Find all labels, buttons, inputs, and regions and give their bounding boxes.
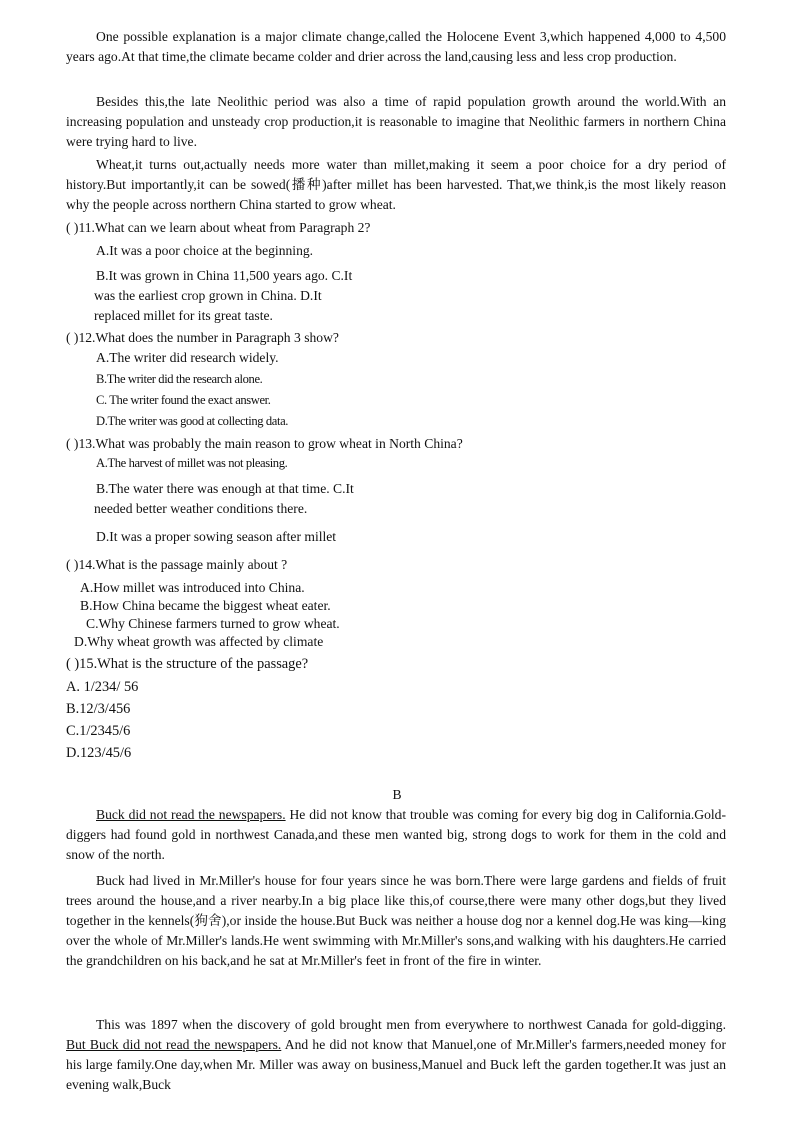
question-14-stem: ( )14.What is the passage mainly about ?: [66, 557, 288, 572]
passage-a-paragraph-2: Besides this,the late Neolithic period was also a time of rapid population growth around the world.With an increasing population and unsteady crop production,it is reasonable to imagine that Neolithic farmers in northern China were trying hard to live.: [66, 94, 726, 149]
question-13-stem: ( )13.What was probably the main reason to grow wheat in North China?: [66, 436, 463, 451]
question-11-stem: ( )11.What can we learn about wheat from Paragraph 2?: [66, 220, 371, 235]
underlined-sentence: Buck did not read the newspapers.: [96, 807, 286, 822]
section-b-paragraph-2: Buck had lived in Mr.Miller's house for four years since he was born.There were large gardens and fields of fruit trees around the house,and a river nearby.In a big place like this,of course,there were many other dogs,but they lived together in the kennels(狗舍),or inside the house.But Buck was neither a house dog nor a kennel dog.He was king—king over the whole of Mr.Miller's lands.He went swimming with Mr.Miller's sons,and walking with his daughters.He carried the grandchildren on his back,and he sat at Mr.Miller's feet in front of the fire in winter.: [66, 873, 726, 968]
question-14-option-d: D.Why wheat growth was affected by climate: [74, 634, 324, 649]
question-14-option-a: A.How millet was introduced into China.: [80, 580, 305, 595]
question-12-option-b: B.The writer did the research alone.: [96, 372, 263, 386]
question-11-options-line-2: was the earliest crop grown in China. D.It: [94, 288, 322, 303]
question-12-option-a: A.The writer did research widely.: [96, 350, 279, 365]
question-11-options-line-1: B.It was grown in China 11,500 years ago. C.It: [96, 268, 353, 283]
question-15-option-a: A. 1/234/ 56: [66, 679, 139, 695]
question-11-option-a: A.It was a poor choice at the beginning.: [96, 243, 314, 258]
section-b-paragraph-3-text: And he did not know that Manuel,one of Mr.Miller's farmers,needed money for his large family.One day,when Mr. Miller was away on business,Manuel and Buck left the garden together.It was just an evening walk,Buck: [66, 1037, 726, 1092]
question-13-option-a: A.The harvest of millet was not pleasing.: [96, 456, 288, 470]
question-15-option-b: B.12/3/456: [66, 701, 131, 717]
question-12-option-d: D.The writer was good at collecting data.: [96, 414, 289, 428]
question-14-option-c: C.Why Chinese farmers turned to grow wheat.: [86, 616, 340, 631]
question-13-options-line-2: needed better weather conditions there.: [94, 501, 308, 516]
section-b-paragraph-1-text: He did not know that trouble was coming for every big dog in California.Gold-diggers had found gold in northwest Canada,and these men wanted big, strong dogs to work for them in the cold and snow of the north.: [66, 807, 726, 862]
question-11-options-line-3: replaced millet for its great taste.: [94, 308, 273, 323]
section-b-paragraph-1: [66, 805, 726, 865]
section-b-paragraph-3: [66, 1015, 726, 1095]
question-15-option-c: C.1/2345/6: [66, 723, 131, 739]
question-13-option-d: D.It was a proper sowing season after millet: [96, 529, 337, 544]
question-15-option-d: D.123/45/6: [66, 745, 132, 761]
question-14-option-b: B.How China became the biggest wheat eater.: [80, 598, 331, 613]
question-12-option-c: C. The writer found the exact answer.: [96, 393, 271, 407]
section-b-paragraph-3-start: This was 1897 when the discovery of gold brought men from everywhere to northwest Canada for gold-digging.: [96, 1017, 726, 1032]
question-12-stem: ( )12.What does the number in Paragraph 3 show?: [66, 330, 339, 345]
passage-a-paragraph-3: Wheat,it turns out,actually needs more water than millet,making it seem a poor choice for a dry period of history.But importantly,it can be sowed(播种)after millet has been harvested. That,we think,is the most likely reason why the people across northern China started to grow wheat.: [66, 157, 726, 212]
section-b-heading: B: [392, 787, 402, 802]
passage-a-paragraph-1: One possible explanation is a major climate change,called the Holocene Event 3,which happened 4,000 to 4,500 years ago.At that time,the climate became colder and drier across the land,causing less and less crop production.: [66, 29, 726, 64]
underlined-sentence-repeat: But Buck did not read the newspapers.: [66, 1037, 282, 1052]
question-13-options-line-1: B.The water there was enough at that time. C.It: [96, 481, 354, 496]
question-15-stem: ( )15.What is the structure of the passage?: [66, 656, 309, 672]
